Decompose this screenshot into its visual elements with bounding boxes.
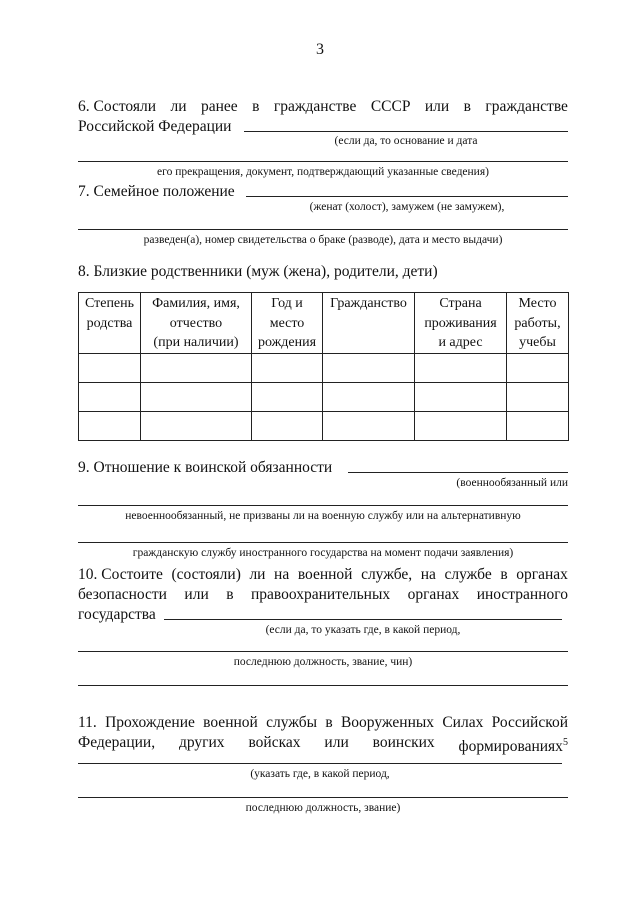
section-10-word: на <box>274 566 290 583</box>
section-11-word: других <box>178 734 225 751</box>
section-9-hint-2: невоеннообязанный, не призваны ли на военную службу или на альтернативную <box>125 510 521 522</box>
table-cell[interactable] <box>415 353 507 382</box>
section-6-word: ли <box>170 98 187 115</box>
table-cell[interactable] <box>252 353 323 382</box>
section-11-fill-line-2 <box>78 797 568 798</box>
table-cell[interactable] <box>252 411 323 440</box>
relatives-table <box>78 292 569 441</box>
header-line: (при наличии) <box>153 335 239 350</box>
section-9-fill-line-2 <box>78 505 568 506</box>
table-cell[interactable] <box>141 411 252 440</box>
section-10-word: правоохранительных <box>250 586 391 603</box>
table-cell[interactable] <box>323 411 415 440</box>
section-11-hint-1: (указать где, в какой период, <box>250 768 390 780</box>
section-6-fill-line-2 <box>78 161 568 162</box>
section-6-line-2: Российской Федерации <box>78 118 232 135</box>
section-7-fill-line-1 <box>246 196 568 197</box>
table-cell[interactable] <box>79 353 141 382</box>
section-10-word: органах <box>516 566 568 583</box>
section-10-line-3: государства <box>78 606 156 623</box>
section-10-line-2 <box>78 585 568 605</box>
table-cell[interactable] <box>415 382 507 411</box>
section-11-word: Российской <box>491 714 568 731</box>
section-11-word: Вооруженных <box>340 714 435 731</box>
relatives-table-header-cell <box>252 293 323 354</box>
section-6-word: в <box>463 98 471 115</box>
section-11-word: формированиях$^5$ <box>458 737 568 756</box>
section-9-hint-1: (военнообязанный или <box>456 477 568 489</box>
section-10-hint-1: (если да, то указать где, в какой период, <box>265 624 461 636</box>
section-11-word: в <box>325 714 333 731</box>
page-number: 3 <box>316 41 324 58</box>
header-line: и адрес <box>438 335 483 350</box>
section-10-hint-2: последнюю должность, звание, чин) <box>233 656 413 668</box>
table-row <box>79 411 569 440</box>
table-cell[interactable] <box>415 411 507 440</box>
section-10-word: в <box>500 566 508 583</box>
section-9-hint-3: гражданскую службу иностранного государства на момент подачи заявления) <box>132 547 514 559</box>
table-cell[interactable] <box>252 382 323 411</box>
section-10-word: или <box>184 586 209 603</box>
table-cell[interactable] <box>507 411 569 440</box>
section-11-word: воинских <box>372 734 435 751</box>
section-9-fill-line-1 <box>348 472 568 473</box>
header-line: Гражданство <box>330 296 407 311</box>
section-6-fill-line-1 <box>244 131 568 132</box>
section-6-word: в <box>252 98 260 115</box>
section-6-hint-2: его прекращения, документ, подтверждающий указанные сведения) <box>157 166 489 178</box>
table-cell[interactable] <box>507 353 569 382</box>
section-11-word: Прохождение <box>105 714 195 731</box>
section-10-fill-line-3 <box>78 685 568 686</box>
section-6-hint-1: (если да, то основание и дата <box>334 135 478 147</box>
section-10-word: службе <box>444 566 492 583</box>
section-10-fill-line-1 <box>164 619 562 620</box>
section-10-word: военной <box>297 566 353 583</box>
header-line: место <box>269 315 305 331</box>
section-10-word: в <box>226 586 234 603</box>
header-line: учебы <box>519 335 556 350</box>
footnote-marker: 5 <box>562 737 568 748</box>
section-10-word: ли <box>249 566 266 583</box>
section-11-word: Федерации, <box>78 734 156 751</box>
header-line: Страна <box>439 296 482 311</box>
section-10-line-1 <box>78 565 568 585</box>
header-line: рождения <box>257 335 317 350</box>
section-8-title: 8. Близкие родственники (муж (жена), родители, дети) <box>78 263 438 280</box>
relatives-table-header-cell <box>79 293 141 354</box>
section-10-word: иностранного <box>476 586 568 603</box>
table-cell[interactable] <box>79 411 141 440</box>
section-11-word: службы <box>266 714 318 731</box>
header-line: Фамилия, имя, <box>152 296 240 311</box>
table-cell[interactable] <box>141 353 252 382</box>
table-row <box>79 353 569 382</box>
section-7-fill-line-2 <box>78 229 568 230</box>
section-7-label: 7. Семейное положение <box>78 183 235 200</box>
section-11-hint-2: последнюю должность, звание) <box>245 802 401 814</box>
section-11-word: военной <box>203 714 258 731</box>
section-9-fill-line-3 <box>78 542 568 543</box>
section-10-word: безопасности <box>78 586 167 603</box>
header-line: родства <box>86 315 133 331</box>
table-row <box>79 382 569 411</box>
section-11-line-1 <box>78 713 568 733</box>
section-10-word: службе, <box>361 566 413 583</box>
relatives-table-header-cell <box>323 293 415 354</box>
relatives-table-header-cell <box>141 293 252 354</box>
section-10-word: на <box>420 566 436 583</box>
table-cell[interactable] <box>79 382 141 411</box>
section-11-word: войсках <box>248 734 301 751</box>
section-6-word: ранее <box>200 98 238 115</box>
header-line: отчество <box>169 315 223 331</box>
section-6-word: 6. Состояли <box>78 98 157 115</box>
section-6-word: гражданстве <box>485 98 568 115</box>
section-10-word: органах <box>407 586 460 603</box>
table-cell[interactable] <box>507 382 569 411</box>
section-11-word: Силах <box>442 714 484 731</box>
table-cell[interactable] <box>141 382 252 411</box>
section-11-fill-line-1 <box>78 763 562 764</box>
section-6-word: гражданстве <box>273 98 357 115</box>
section-10-word: (состояли) <box>171 566 241 583</box>
section-11-word: или <box>324 734 349 751</box>
section-6-line-1 <box>78 97 568 117</box>
section-7-hint-1: (женат (холост), замужем (не замужем), <box>309 201 505 213</box>
section-10-word: 10. Состоите <box>78 566 163 583</box>
header-line: Год и <box>271 296 303 311</box>
header-line: проживания <box>424 315 497 331</box>
header-line: работы, <box>514 315 561 331</box>
table-cell[interactable] <box>323 382 415 411</box>
section-9-label: 9. Отношение к воинской обязанности <box>78 459 333 476</box>
relatives-table-header-cell <box>507 293 569 354</box>
section-6-word: СССР <box>370 98 411 115</box>
section-7-hint-2: разведен(а), номер свидетельства о браке (разводе), дата и место выдачи) <box>143 234 503 246</box>
section-6-word: или <box>424 98 450 115</box>
relatives-table-header-cell <box>415 293 507 354</box>
section-11-word: 11. <box>78 714 97 731</box>
section-10-fill-line-2 <box>78 651 568 652</box>
table-cell[interactable] <box>323 353 415 382</box>
section-11-line-2 <box>78 733 568 757</box>
header-line: Место <box>518 296 557 311</box>
header-line: Степень <box>84 296 135 311</box>
relatives-table-header <box>79 293 569 354</box>
